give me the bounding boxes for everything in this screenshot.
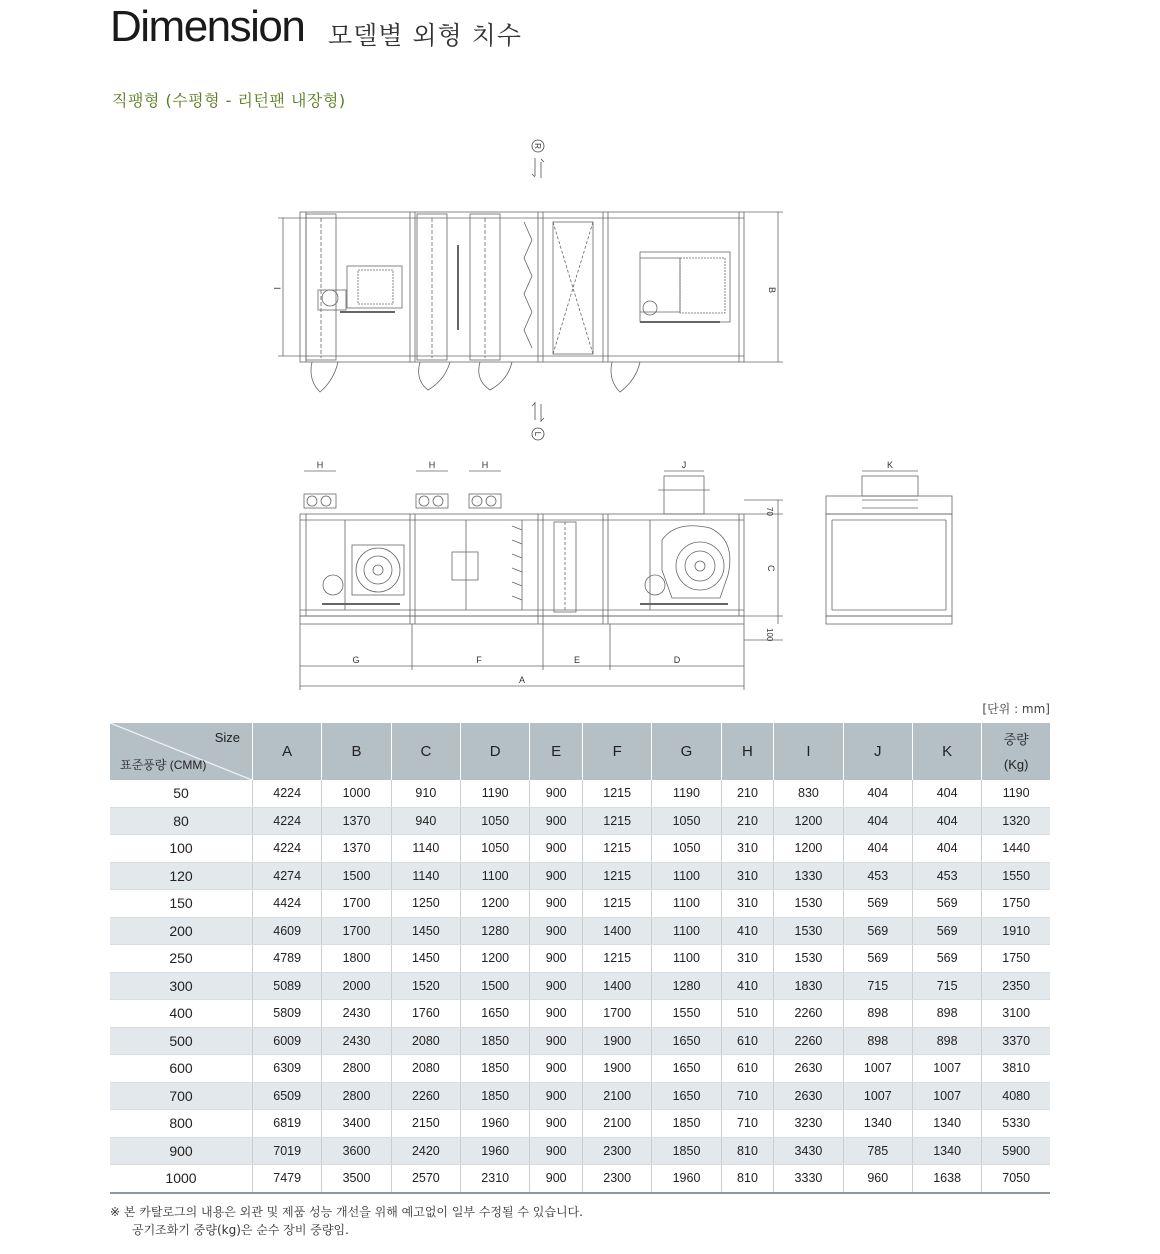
table-cell: 900 bbox=[530, 1000, 583, 1028]
table-row bbox=[110, 807, 1050, 835]
table-cell: 2430 bbox=[322, 1027, 391, 1055]
plan-view bbox=[272, 140, 783, 440]
col-header-k: K bbox=[912, 723, 981, 780]
table-cell: 4224 bbox=[253, 835, 322, 863]
table-cell: 1550 bbox=[652, 1000, 721, 1028]
row-airflow-cell: 250 bbox=[110, 945, 253, 973]
col-header-g: G bbox=[652, 723, 721, 780]
table-cell: 900 bbox=[530, 1027, 583, 1055]
table-cell: 1330 bbox=[774, 862, 843, 890]
table-cell: 2080 bbox=[391, 1027, 460, 1055]
table-cell: 6509 bbox=[253, 1082, 322, 1110]
col-header-b: B bbox=[322, 723, 391, 780]
col-header-h: H bbox=[721, 723, 774, 780]
table-cell: 1650 bbox=[652, 1082, 721, 1110]
table-cell: 569 bbox=[843, 890, 912, 918]
dim-label-e: E bbox=[573, 655, 581, 665]
weight-unit: (Kg) bbox=[1003, 756, 1029, 772]
table-cell: 1200 bbox=[774, 807, 843, 835]
table-cell: 1650 bbox=[652, 1055, 721, 1083]
table-cell: 898 bbox=[912, 1027, 981, 1055]
table-cell: 1910 bbox=[982, 917, 1050, 945]
table-cell: 1450 bbox=[391, 945, 460, 973]
table-row bbox=[110, 1000, 1050, 1028]
table-cell: 1850 bbox=[461, 1027, 530, 1055]
footnote-2: 공기조화기 중량(kg)은 순수 장비 중량임. bbox=[132, 1223, 349, 1237]
table-cell: 710 bbox=[721, 1082, 774, 1110]
table-cell: 1340 bbox=[912, 1110, 981, 1138]
table-cell: 1500 bbox=[461, 972, 530, 1000]
table-cell: 1007 bbox=[912, 1082, 981, 1110]
table-row bbox=[110, 1027, 1050, 1055]
table-cell: 310 bbox=[721, 862, 774, 890]
table-cell: 2630 bbox=[774, 1055, 843, 1083]
table-cell: 1850 bbox=[652, 1110, 721, 1138]
table-cell: 900 bbox=[530, 945, 583, 973]
table-cell: 1800 bbox=[322, 945, 391, 973]
row-airflow-cell: 200 bbox=[110, 917, 253, 945]
table-cell: 3330 bbox=[774, 1165, 843, 1193]
table-cell: 1100 bbox=[652, 945, 721, 973]
table-row bbox=[110, 1137, 1050, 1165]
table-row bbox=[110, 945, 1050, 973]
table-cell: 569 bbox=[843, 917, 912, 945]
table-cell: 1700 bbox=[582, 1000, 651, 1028]
table-cell: 4224 bbox=[253, 780, 322, 807]
side-view bbox=[300, 460, 783, 690]
page-subtitle: 모델별 외형 치수 bbox=[328, 21, 522, 50]
end-view bbox=[826, 460, 952, 624]
table-cell: 1760 bbox=[391, 1000, 460, 1028]
table-cell: 7479 bbox=[253, 1165, 322, 1193]
table-cell: 900 bbox=[530, 972, 583, 1000]
table-cell: 210 bbox=[721, 780, 774, 807]
table-cell: 830 bbox=[774, 780, 843, 807]
row-airflow-cell: 80 bbox=[110, 807, 253, 835]
table-row bbox=[110, 835, 1050, 863]
table-row bbox=[110, 1082, 1050, 1110]
table-cell: 1830 bbox=[774, 972, 843, 1000]
table-cell: 1440 bbox=[982, 835, 1050, 863]
section-title: 직팽형 (수평형 - 리턴팬 내장형) bbox=[112, 91, 346, 110]
table-cell: 1250 bbox=[391, 890, 460, 918]
table-cell: 2300 bbox=[582, 1137, 651, 1165]
table-cell: 1215 bbox=[582, 835, 651, 863]
table-cell: 510 bbox=[721, 1000, 774, 1028]
row-airflow-cell: 700 bbox=[110, 1082, 253, 1110]
dim-label-h-1: H bbox=[316, 460, 324, 470]
table-cell: 3430 bbox=[774, 1137, 843, 1165]
table-cell: 5089 bbox=[253, 972, 322, 1000]
table-cell: 1530 bbox=[774, 890, 843, 918]
dim-label-a: A bbox=[518, 675, 526, 685]
weight-label: 중량 bbox=[1003, 731, 1029, 747]
dim-label-h-3: H bbox=[481, 460, 489, 470]
table-cell: 1140 bbox=[391, 862, 460, 890]
table-cell: 2100 bbox=[582, 1082, 651, 1110]
dim-label-k: K bbox=[886, 460, 894, 470]
table-cell: 810 bbox=[721, 1165, 774, 1193]
table-cell: 900 bbox=[530, 780, 583, 807]
table-cell: 1700 bbox=[322, 917, 391, 945]
table-cell: 569 bbox=[912, 945, 981, 973]
table-cell: 1050 bbox=[652, 835, 721, 863]
row-airflow-cell: 600 bbox=[110, 1055, 253, 1083]
table-cell: 785 bbox=[843, 1137, 912, 1165]
table-cell: 310 bbox=[721, 890, 774, 918]
table-cell: 1850 bbox=[461, 1055, 530, 1083]
table-cell: 1850 bbox=[652, 1137, 721, 1165]
table-cell: 4080 bbox=[982, 1082, 1050, 1110]
table-cell: 3230 bbox=[774, 1110, 843, 1138]
table-cell: 1215 bbox=[582, 862, 651, 890]
col-header-d: D bbox=[461, 723, 530, 780]
table-cell: 900 bbox=[530, 917, 583, 945]
table-cell: 404 bbox=[843, 835, 912, 863]
table-cell: 2260 bbox=[774, 1027, 843, 1055]
table-row bbox=[110, 1165, 1050, 1193]
table-cell: 1190 bbox=[652, 780, 721, 807]
table-cell: 2310 bbox=[461, 1165, 530, 1193]
table-cell: 210 bbox=[721, 807, 774, 835]
row-airflow-cell: 400 bbox=[110, 1000, 253, 1028]
table-cell: 1100 bbox=[652, 890, 721, 918]
table-row bbox=[110, 1055, 1050, 1083]
col-header-c: C bbox=[391, 723, 460, 780]
table-cell: 940 bbox=[391, 807, 460, 835]
table-cell: 1280 bbox=[461, 917, 530, 945]
table-cell: 1520 bbox=[391, 972, 460, 1000]
table-cell: 4609 bbox=[253, 917, 322, 945]
col-header-f: F bbox=[582, 723, 651, 780]
table-row bbox=[110, 972, 1050, 1000]
table-cell: 2570 bbox=[391, 1165, 460, 1193]
table-cell: 1638 bbox=[912, 1165, 981, 1193]
table-cell: 1007 bbox=[912, 1055, 981, 1083]
table-cell: 1140 bbox=[391, 835, 460, 863]
table-cell: 1050 bbox=[652, 807, 721, 835]
marker-l: L bbox=[533, 431, 542, 437]
table-cell: 453 bbox=[843, 862, 912, 890]
table-cell: 1960 bbox=[652, 1165, 721, 1193]
table-cell: 4224 bbox=[253, 807, 322, 835]
dim-label-j: J bbox=[681, 460, 687, 470]
table-cell: 900 bbox=[530, 835, 583, 863]
table-cell: 1400 bbox=[582, 917, 651, 945]
table-cell: 5900 bbox=[982, 1137, 1050, 1165]
corner-airflow-label: 표준풍량 (CMM) bbox=[120, 758, 207, 772]
table-cell: 3500 bbox=[322, 1165, 391, 1193]
table-corner-header bbox=[110, 723, 253, 780]
table-cell: 1280 bbox=[652, 972, 721, 1000]
table-cell: 3810 bbox=[982, 1055, 1050, 1083]
table-cell: 1960 bbox=[461, 1110, 530, 1138]
corner-size-label: Size bbox=[214, 730, 240, 745]
table-cell: 1650 bbox=[652, 1027, 721, 1055]
table-cell: 810 bbox=[721, 1137, 774, 1165]
table-cell: 900 bbox=[530, 862, 583, 890]
unit-label: [단위 : mm] bbox=[982, 702, 1050, 716]
row-airflow-cell: 300 bbox=[110, 972, 253, 1000]
table-cell: 310 bbox=[721, 945, 774, 973]
table-cell: 3400 bbox=[322, 1110, 391, 1138]
table-cell: 960 bbox=[843, 1165, 912, 1193]
table-cell: 404 bbox=[843, 780, 912, 807]
table-cell: 1550 bbox=[982, 862, 1050, 890]
table-cell: 1370 bbox=[322, 807, 391, 835]
table-cell: 2800 bbox=[322, 1082, 391, 1110]
table-cell: 1050 bbox=[461, 807, 530, 835]
table-cell: 2260 bbox=[774, 1000, 843, 1028]
dimension-drawing bbox=[0, 120, 1160, 695]
col-header-e: E bbox=[530, 723, 583, 780]
table-cell: 2350 bbox=[982, 972, 1050, 1000]
row-airflow-cell: 800 bbox=[110, 1110, 253, 1138]
table-row bbox=[110, 890, 1050, 918]
table-cell: 2420 bbox=[391, 1137, 460, 1165]
table-row bbox=[110, 862, 1050, 890]
table-cell: 1190 bbox=[982, 780, 1050, 807]
table-cell: 1050 bbox=[461, 835, 530, 863]
table-cell: 453 bbox=[912, 862, 981, 890]
table-cell: 1215 bbox=[582, 780, 651, 807]
dim-label-g: G bbox=[352, 655, 360, 665]
row-airflow-cell: 1000 bbox=[110, 1165, 253, 1193]
table-cell: 410 bbox=[721, 972, 774, 1000]
table-cell: 1200 bbox=[461, 890, 530, 918]
table-cell: 404 bbox=[912, 835, 981, 863]
table-cell: 1850 bbox=[461, 1082, 530, 1110]
table-cell: 900 bbox=[530, 1165, 583, 1193]
table-cell: 2260 bbox=[391, 1082, 460, 1110]
table-cell: 1650 bbox=[461, 1000, 530, 1028]
footnote-1: ※ 본 카탈로그의 내용은 외관 및 제품 성능 개선을 위해 예고없이 일부 수정될 수 있습니다. bbox=[110, 1205, 583, 1219]
row-airflow-cell: 100 bbox=[110, 835, 253, 863]
table-cell: 404 bbox=[912, 807, 981, 835]
table-cell: 1370 bbox=[322, 835, 391, 863]
table-cell: 1200 bbox=[461, 945, 530, 973]
table-cell: 910 bbox=[391, 780, 460, 807]
table-cell: 6309 bbox=[253, 1055, 322, 1083]
table-cell: 1100 bbox=[652, 917, 721, 945]
footnotes bbox=[110, 1203, 583, 1239]
table-cell: 4789 bbox=[253, 945, 322, 973]
table-cell: 898 bbox=[843, 1027, 912, 1055]
table-cell: 310 bbox=[721, 835, 774, 863]
table-cell: 1700 bbox=[322, 890, 391, 918]
dim-label-i: I bbox=[272, 287, 282, 290]
table-row bbox=[110, 1110, 1050, 1138]
table-cell: 2080 bbox=[391, 1055, 460, 1083]
table-cell: 1400 bbox=[582, 972, 651, 1000]
dim-label-d: D bbox=[673, 655, 681, 665]
table-cell: 1750 bbox=[982, 945, 1050, 973]
dim-label-b: B bbox=[767, 287, 777, 294]
table-cell: 610 bbox=[721, 1055, 774, 1083]
table-cell: 1007 bbox=[843, 1082, 912, 1110]
table-cell: 715 bbox=[843, 972, 912, 1000]
table-cell: 1340 bbox=[843, 1110, 912, 1138]
table-cell: 2430 bbox=[322, 1000, 391, 1028]
table-cell: 2630 bbox=[774, 1082, 843, 1110]
table-cell: 404 bbox=[843, 807, 912, 835]
col-header-a: A bbox=[253, 723, 322, 780]
table-cell: 900 bbox=[530, 1110, 583, 1138]
table-cell: 900 bbox=[530, 890, 583, 918]
table-cell: 2000 bbox=[322, 972, 391, 1000]
table-cell: 898 bbox=[912, 1000, 981, 1028]
row-airflow-cell: 500 bbox=[110, 1027, 253, 1055]
table-cell: 6819 bbox=[253, 1110, 322, 1138]
table-cell: 1215 bbox=[582, 890, 651, 918]
table-cell: 7019 bbox=[253, 1137, 322, 1165]
table-cell: 410 bbox=[721, 917, 774, 945]
table-cell: 404 bbox=[912, 780, 981, 807]
table-cell: 569 bbox=[843, 945, 912, 973]
table-cell: 900 bbox=[530, 1137, 583, 1165]
table-cell: 1200 bbox=[774, 835, 843, 863]
table-cell: 6009 bbox=[253, 1027, 322, 1055]
table-cell: 2300 bbox=[582, 1165, 651, 1193]
table-cell: 7050 bbox=[982, 1165, 1050, 1193]
table-cell: 1340 bbox=[912, 1137, 981, 1165]
table-cell: 1215 bbox=[582, 807, 651, 835]
table-cell: 5809 bbox=[253, 1000, 322, 1028]
table-cell: 2150 bbox=[391, 1110, 460, 1138]
row-airflow-cell: 900 bbox=[110, 1137, 253, 1165]
page-title: Dimension bbox=[110, 2, 305, 51]
table-cell: 900 bbox=[530, 1055, 583, 1083]
table-cell: 2800 bbox=[322, 1055, 391, 1083]
dim-label-70: 70 bbox=[765, 507, 774, 516]
table-row bbox=[110, 780, 1050, 807]
table-cell: 3100 bbox=[982, 1000, 1050, 1028]
row-airflow-cell: 120 bbox=[110, 862, 253, 890]
table-cell: 710 bbox=[721, 1110, 774, 1138]
table-cell: 900 bbox=[530, 1082, 583, 1110]
table-cell: 3600 bbox=[322, 1137, 391, 1165]
col-header-weight bbox=[982, 723, 1050, 780]
table-cell: 1500 bbox=[322, 862, 391, 890]
table-cell: 1007 bbox=[843, 1055, 912, 1083]
table-cell: 4274 bbox=[253, 862, 322, 890]
table-header-row bbox=[110, 723, 1050, 780]
table-cell: 1900 bbox=[582, 1027, 651, 1055]
col-header-j: J bbox=[843, 723, 912, 780]
table-cell: 2100 bbox=[582, 1110, 651, 1138]
dim-label-h-2: H bbox=[428, 460, 436, 470]
table-cell: 1100 bbox=[461, 862, 530, 890]
table-cell: 1530 bbox=[774, 945, 843, 973]
table-cell: 5330 bbox=[982, 1110, 1050, 1138]
table-cell: 1530 bbox=[774, 917, 843, 945]
dimension-table bbox=[110, 723, 1050, 1194]
table-cell: 715 bbox=[912, 972, 981, 1000]
table-cell: 569 bbox=[912, 890, 981, 918]
table-cell: 900 bbox=[530, 807, 583, 835]
table-cell: 4424 bbox=[253, 890, 322, 918]
table-cell: 3370 bbox=[982, 1027, 1050, 1055]
table-body bbox=[110, 780, 1050, 1193]
dim-label-f: F bbox=[476, 655, 482, 665]
table-cell: 1190 bbox=[461, 780, 530, 807]
row-airflow-cell: 150 bbox=[110, 890, 253, 918]
table-row bbox=[110, 917, 1050, 945]
table-cell: 569 bbox=[912, 917, 981, 945]
row-airflow-cell: 50 bbox=[110, 780, 253, 807]
table-cell: 1450 bbox=[391, 917, 460, 945]
table-cell: 1100 bbox=[652, 862, 721, 890]
table-cell: 898 bbox=[843, 1000, 912, 1028]
col-header-i: I bbox=[774, 723, 843, 780]
table-cell: 1215 bbox=[582, 945, 651, 973]
table-cell: 1960 bbox=[461, 1137, 530, 1165]
dim-label-100: 100 bbox=[765, 628, 774, 642]
table-cell: 610 bbox=[721, 1027, 774, 1055]
table-cell: 1000 bbox=[322, 780, 391, 807]
table-cell: 1900 bbox=[582, 1055, 651, 1083]
table-cell: 1320 bbox=[982, 807, 1050, 835]
marker-r: R bbox=[533, 143, 542, 149]
table-cell: 1750 bbox=[982, 890, 1050, 918]
dim-label-c: C bbox=[766, 565, 776, 572]
